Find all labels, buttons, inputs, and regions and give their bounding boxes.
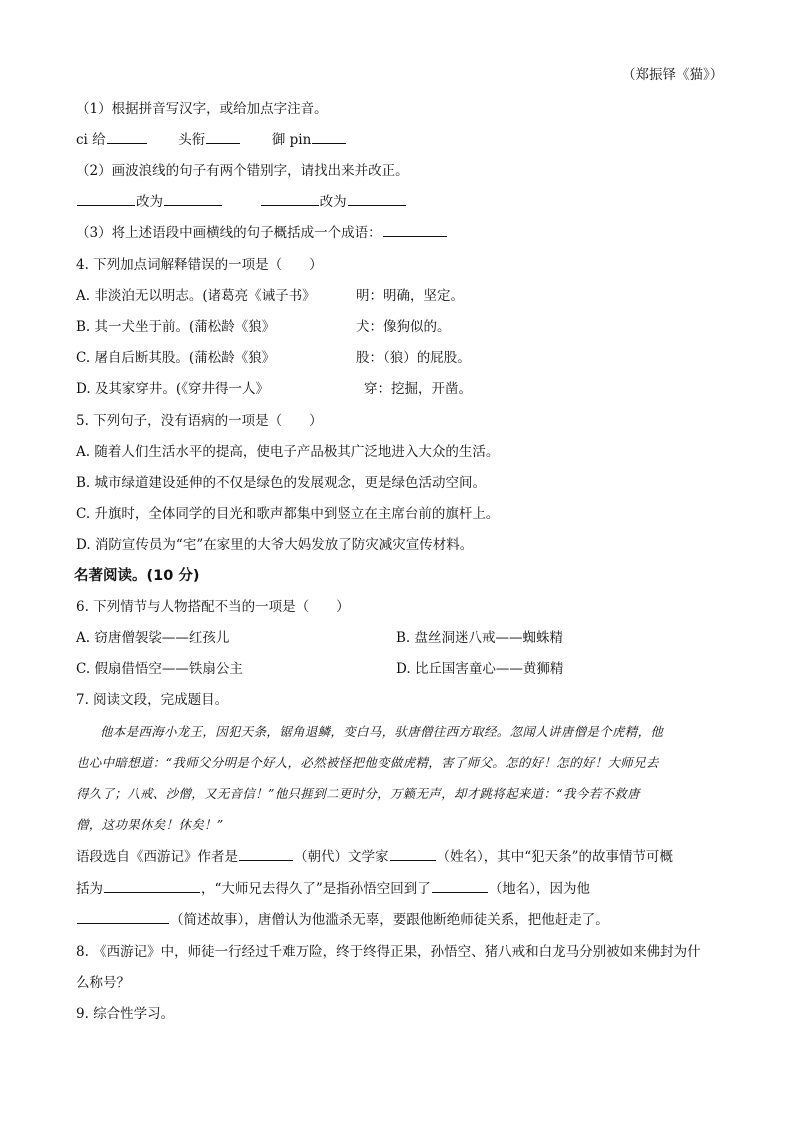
- q7-fill-line-3: [76, 911, 609, 929]
- fill-text: （朝代）文学家: [294, 849, 389, 865]
- question-4-stem: 4. 下列加点词解释错误的一项是（ ）: [76, 257, 323, 273]
- answer-blank[interactable]: [383, 224, 447, 237]
- answer-blank[interactable]: [348, 193, 406, 206]
- option-text: 假扇借悟空——铁扇公主: [94, 661, 243, 677]
- q5-option-b[interactable]: [76, 474, 486, 492]
- q4-option-b-meaning: 犬：像狗似的。: [356, 319, 451, 335]
- q4-option-d[interactable]: [76, 380, 269, 398]
- option-letter: D.: [396, 661, 411, 677]
- option-letter: A.: [76, 444, 91, 460]
- question-7-stem: 7. 阅读文段，完成题目。: [76, 692, 229, 708]
- answer-blank[interactable]: [77, 911, 169, 924]
- q4-option-a-meaning: 明：明确，坚定。: [356, 288, 464, 304]
- fill-text: ，“大师兄去得久了”是指孙悟空回到了: [201, 881, 431, 897]
- sub-question-2: （2）画波浪线的句子有两个错别字，请找出来并改正。: [76, 163, 409, 179]
- q6-option-c[interactable]: [76, 660, 243, 678]
- pinyin-item-3: 御 pin: [271, 132, 312, 148]
- q4-option-d-meaning: 穿：挖掘，开凿。: [364, 381, 472, 397]
- sub-question-3-text: （3）将上述语段中画横线的句子概括成一个成语：: [76, 225, 382, 241]
- option-text: 比丘国害童心——黄狮精: [414, 661, 564, 677]
- sub-question-3: [76, 224, 448, 242]
- sub-question-1: （1）根据拼音写汉字，或给加点字注音。: [76, 101, 328, 117]
- fill-text: （地名），因为他: [488, 881, 591, 897]
- answer-blank[interactable]: [206, 131, 240, 144]
- option-text: 消防宣传员为“宅”在家里的大爷大妈发放了防灾减灾宣传材料。: [94, 537, 474, 553]
- passage-line: 得久了；八戒、沙僧，又无音信！”他只捱到二更时分，万籁无声，却才跳将起来道：“我今若不救唐: [76, 786, 640, 801]
- question-5-stem: 5. 下列句子，没有语病的一项是（ ）: [76, 413, 323, 429]
- option-text: 盘丝洞迷八戒——蜘蛛精: [414, 630, 564, 646]
- q4-option-c[interactable]: [76, 349, 275, 367]
- option-text: 非淡泊无以明志。(诸葛亮《诫子书》: [94, 288, 316, 304]
- change-to-label: 改为: [136, 194, 163, 210]
- question-9-stem: 9. 综合性学习。: [76, 1006, 175, 1022]
- option-letter: C.: [76, 350, 91, 366]
- q4-option-a[interactable]: [76, 287, 316, 305]
- fill-text: （简述故事），唐僧认为他滥杀无辜，要跟他断绝师徒关系，把他赶走了。: [170, 912, 609, 928]
- change-to-label: 改为: [319, 194, 347, 210]
- option-text: 升旗时，全体同学的目光和歌声都集中到竖立在主席台前的旗杆上。: [94, 506, 500, 522]
- fill-text: 括为: [76, 881, 103, 897]
- q7-fill-line-2: [76, 880, 590, 898]
- option-text: 城市绿道建设延伸的不仅是绿色的发展观念，更是绿色活动空间。: [94, 475, 487, 491]
- answer-blank[interactable]: [77, 193, 135, 206]
- pinyin-item-1: ci 给: [76, 132, 106, 148]
- passage-line: 他本是西海小龙王，因犯天条，锯角退鳞，变白马，驮唐僧往西方取经。忽闻人讲唐僧是个虎精，他: [100, 724, 664, 739]
- correction-row: [76, 193, 407, 211]
- question-8-line-2: 么称号？: [76, 975, 130, 991]
- option-letter: D.: [76, 537, 91, 553]
- answer-blank[interactable]: [239, 848, 293, 861]
- q4-option-b[interactable]: [76, 318, 275, 336]
- fill-text: 语段选自《西游记》作者是: [76, 849, 238, 865]
- option-letter: B.: [76, 319, 91, 335]
- answer-blank[interactable]: [432, 880, 488, 893]
- pinyin-item-2: 头衔: [178, 132, 206, 148]
- answer-blank[interactable]: [261, 193, 319, 206]
- fill-text: （姓名），其中“犯天条”的故事情节可概: [436, 849, 674, 865]
- answer-blank[interactable]: [164, 193, 222, 206]
- option-text: 窃唐僧袈裟——红孩儿: [94, 630, 230, 646]
- q5-option-c[interactable]: [76, 505, 499, 523]
- answer-blank[interactable]: [390, 848, 436, 861]
- option-text: 随着人们生活水平的提高，使电子产品极其广泛地进入大众的生活。: [94, 444, 500, 460]
- option-letter: A.: [76, 288, 91, 304]
- passage-line: 也心中暗想道：“我师父分明是个好人，必然被怪把他变做虎精，害了师父。怎的好！怎的好！大师兄去: [76, 755, 659, 770]
- question-8-line-1: 8. 《西游记》中，师徒一行经过千难万险，终于终得正果，孙悟空、猪八戒和白龙马分别被如来佛封为什: [76, 944, 701, 960]
- q5-option-a[interactable]: [76, 443, 499, 461]
- option-letter: B.: [76, 475, 91, 491]
- option-letter: A.: [76, 630, 91, 646]
- q6-option-a[interactable]: [76, 629, 229, 647]
- option-letter: D.: [76, 381, 91, 397]
- q4-option-c-meaning: 股：（狼）的屁股。: [356, 350, 471, 366]
- option-text: 屠自后断其股。(蒲松龄《狼》: [94, 350, 276, 366]
- option-letter: C.: [76, 661, 91, 677]
- q6-option-b[interactable]: [396, 629, 563, 647]
- answer-blank[interactable]: [104, 880, 200, 893]
- q7-fill-line-1: [76, 848, 673, 866]
- answer-blank[interactable]: [312, 131, 346, 144]
- option-text: 其一犬坐于前。(蒲松龄《狼》: [94, 319, 276, 335]
- question-6-stem: 6. 下列情节与人物搭配不当的一项是（ ）: [76, 599, 350, 615]
- option-letter: C.: [76, 506, 91, 522]
- q6-option-d[interactable]: [396, 660, 563, 678]
- pinyin-items: [76, 131, 347, 149]
- source-note: （郑振铎《猫》）: [622, 67, 724, 83]
- answer-blank[interactable]: [107, 131, 147, 144]
- option-text: 及其家穿井。(《穿井得一人》: [94, 381, 269, 397]
- q5-option-d[interactable]: [76, 536, 473, 554]
- option-letter: B.: [396, 630, 411, 646]
- passage-line: 僧，这功果休矣！休矣！”: [76, 817, 224, 832]
- section-heading: 名著阅读。(10 分): [74, 568, 200, 584]
